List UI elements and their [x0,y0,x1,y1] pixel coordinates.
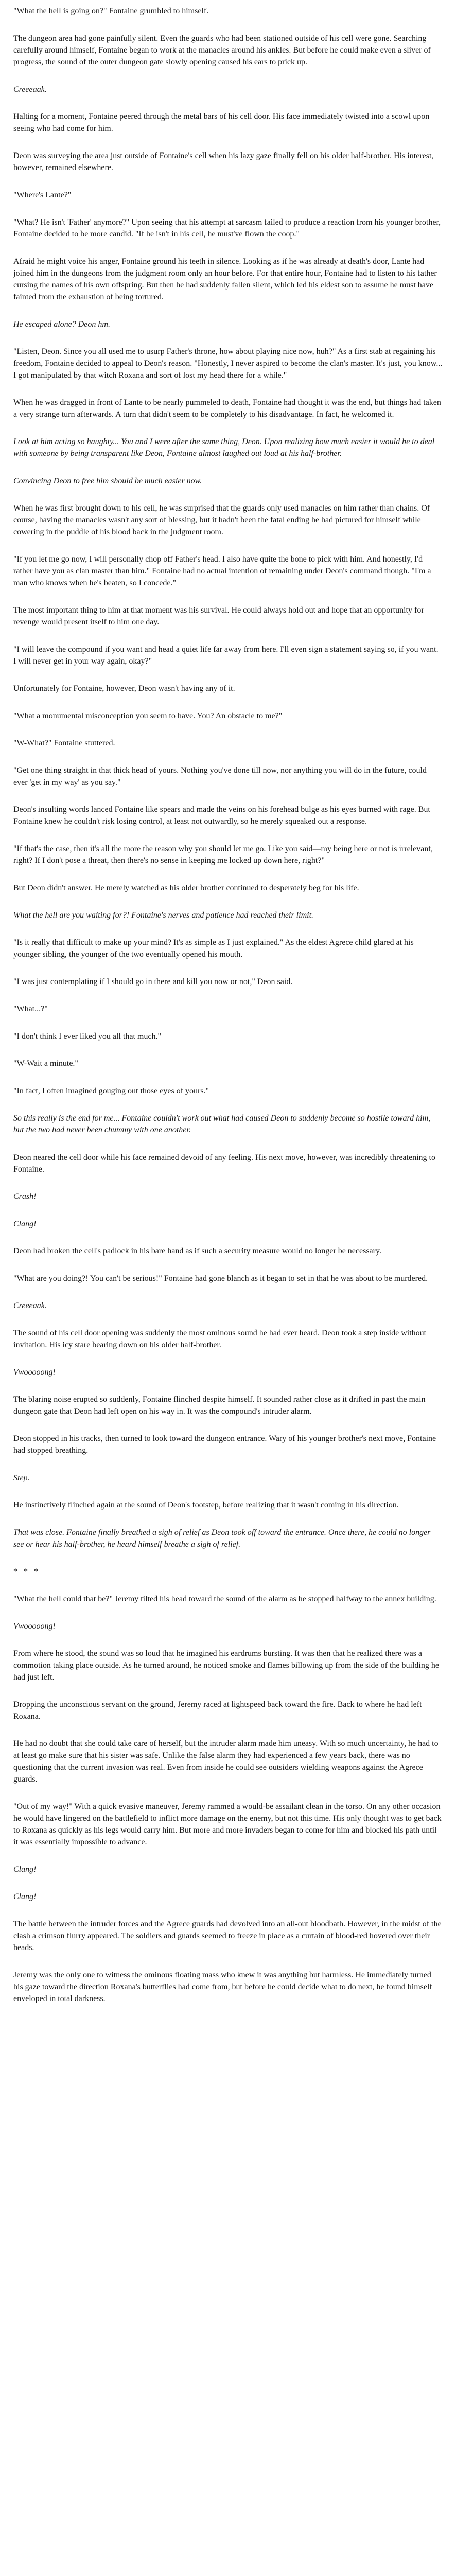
story-paragraph: Deon neared the cell door while his face remained devoid of any feeling. His next move, however, was incredibly threatening to Fontaine. [13,1153,435,1174]
story-paragraph: "In fact, I often imagined gouging out those eyes of yours." [13,1087,209,1095]
story-paragraph: "Is it really that difficult to make up your mind? It's as simple as I just explained." As the eldest Agrece child glared at his younger sibling, the younger of the two eventually opened his mouth. [13,938,414,959]
story-paragraph: Look at him acting so haughty... You and I were after the same thing, Deon. Upon realizing how much easier it would be to deal with someone by being transparent like Deon, Fontaine almost laughed out loud at his half-brother. [13,437,435,458]
story-paragraph: Clang! [13,1892,37,1901]
story-paragraph: What the hell are you waiting for?! Fontaine's nerves and patience had reached their limit. [13,911,314,920]
story-paragraph: "If that's the case, then it's all the more the reason why you should let me go. Like you said—my being here or not is irrelevant, right? If I don't pose a threat, then there's no sense in keeping me locked up down here, right?" [13,844,433,865]
story-paragraph: So this really is the end for me... Fontaine couldn't work out what had caused Deon to suddenly become so hostile toward him, but the two had never been chummy with one another. [13,1114,431,1134]
story-paragraph: "Out of my way!" With a quick evasive maneuver, Jeremy rammed a would-be assailant clean in the torso. On any other occasion he would have lingered on the battlefield to inflict more damage on the enemy, but not this time. His only thought was to get back to Roxana as quickly as his legs would carry him. But more and more invaders began to come for him and blocked his path until it was essentially impossible to advance. [13,1802,442,1846]
story-paragraph: Halting for a moment, Fontaine peered through the metal bars of his cell door. His face immediately twisted into a scowl upon seeing who had come for him. [13,112,430,133]
story-paragraph: Creeeaak. [13,85,47,94]
story-paragraph: Vwooooong! [13,1622,56,1631]
story-paragraph: "W-What?" Fontaine stuttered. [13,739,115,748]
scene-separator: * * * [13,1567,40,1576]
story-paragraph: Deon was surveying the area just outside of Fontaine's cell when his lazy gaze finally fell on his older half-brother. His interest, however, remained elsewhere. [13,151,434,172]
story-paragraph: Unfortunately for Fontaine, however, Deon wasn't having any of it. [13,684,235,693]
story-paragraph: Vwooooong! [13,1368,56,1377]
story-paragraph: "W-Wait a minute." [13,1059,78,1068]
story-paragraph: "I was just contemplating if I should go in there and kill you now or not," Deon said. [13,977,293,986]
story-paragraph: "What the hell is going on?" Fontaine grumbled to himself. [13,7,209,15]
story-paragraph: The blaring noise erupted so suddenly, Fontaine flinched despite himself. It sounded rather close as it drifted in past the main dungeon gate that Deon had left open on his way in. It was the compound's intruder alarm. [13,1395,426,1416]
story-paragraph: "What are you doing?! You can't be serious!" Fontaine had gone blanch as it began to set in that he was about to be murdered. [13,1274,428,1283]
story-paragraph: The sound of his cell door opening was suddenly the most ominous sound he had ever heard. Deon took a step inside without invitation. His icy stare bearing down on his older half-brother. [13,1329,427,1349]
story-paragraph: "Get one thing straight in that thick head of yours. Nothing you've done till now, nor anything you will do in the future, could ever 'get in my way' as you say." [13,766,427,787]
story-paragraph: Jeremy was the only one to witness the ominous floating mass who knew it was anything but harmless. He immediately turned his gaze toward the direction Roxana's butterflies had come from, but before he could decide what to do next, he found himself enveloped in total darkness. [13,1971,432,2003]
story-paragraph: Step. [13,1473,30,1482]
story-paragraph: From where he stood, the sound was so loud that he imagined his eardrums bursting. It was then that he realized there was a commotion taking place outside. As he turned around, he noticed smoke and flames billowing up from the side of the building he had just left. [13,1649,439,1682]
story-paragraph: "What the hell could that be?" Jeremy tilted his head toward the sound of the alarm as he stopped halfway to the annex building. [13,1595,436,1603]
story-paragraph: When he was first brought down to his cell, he was surprised that the guards only used manacles on him rather than chains. Of course, having the manacles wasn't any sort of blessing, but it hadn't been the fatal ending he had pictured for himself while cowering in the puddle of his blood back in the judgment room. [13,504,430,536]
story-paragraph: Creeeaak. [13,1301,47,1310]
story-paragraph: Deon stopped in his tracks, then turned to look toward the dungeon entrance. Wary of his younger brother's next move, Fontaine had stopped breathing. [13,1434,436,1455]
story-paragraph: "Where's Lante?" [13,191,72,199]
story-paragraph: Convincing Deon to free him should be much easier now. [13,477,202,485]
story-paragraph: He escaped alone? Deon hm. [13,320,110,329]
story-paragraph: "What...?" [13,1005,48,1013]
story-paragraph: "I will leave the compound if you want and head a quiet life far away from here. I'll even sign a statement saying so, if you want. I will never get in your way again, okay?" [13,645,439,666]
story-paragraph: But Deon didn't answer. He merely watched as his older brother continued to desperately beg for his life. [13,884,359,892]
story-paragraph: Crash! [13,1192,37,1201]
story-paragraph: "Listen, Deon. Since you all used me to usurp Father's throne, how about playing nice now, huh?" As a first stab at regaining his freedom, Fontaine decided to appeal to Deon's reason. "Honestly, I never aspired to become the clan's master. It's just, you know... I got manipulated by that witch Roxana and sort of lost my head there for a while." [13,347,443,380]
story-paragraph: Deon had broken the cell's padlock in his bare hand as if such a security measure would no longer be necessary. [13,1247,381,1256]
story-paragraph: Dropping the unconscious servant on the ground, Jeremy raced at lightspeed back toward the fire. Back to where he had left Roxana. [13,1700,422,1721]
story-paragraph: The most important thing to him at that moment was his survival. He could always hold out and hope that an opportunity for revenge would present itself to him one day. [13,606,424,626]
story-paragraph: Clang! [13,1219,37,1228]
story-paragraph: He instinctively flinched again at the sound of Deon's footstep, before realizing that it wasn't coming in his direction. [13,1501,399,1510]
story-paragraph: "If you let me go now, I will personally chop off Father's head. I also have quite the bone to pick with him. And honestly, I'd rather have you as clan master than him." Fontaine had no actual intention of remaining under Deon's command though. "I'm a man who knows when he's beaten, so I concede." [13,555,431,587]
story-paragraph: The battle between the intruder forces and the Agrece guards had devolved into an all-out bloodbath. However, in the midst of the clash a crimson flurry appeared. The soldiers and guards seemed to freeze in place as a curtain of blood-red hovered over their heads. [13,1920,442,1952]
story-paragraph: "What a monumental misconception you seem to have. You? An obstacle to me?" [13,711,283,720]
story-paragraph: Afraid he might voice his anger, Fontaine ground his teeth in silence. Looking as if he was already at death's door, Lante had joined him in the dungeons from the judgment room only an hour before. For that entire hour, Fontaine had to listen to his father cursing the names of his own offspring. But then he had suddenly fallen silent, which led his eldest son to assume he must have fainted from the exhaustion of being tortured. [13,257,437,301]
story-paragraph: The dungeon area had gone painfully silent. Even the guards who had been stationed outside of his cell were gone. Searching carefully around himself, Fontaine began to work at the manacles around his ankles. But before he could make even a sliver of progress, the sound of the outer dungeon gate slowly opening caused his ears to prick up. [13,34,431,66]
story-paragraph: "What? He isn't 'Father' anymore?" Upon seeing that his attempt at sarcasm failed to produce a reaction from his younger brother, Fontaine decided to be more candid. "If he isn't in his cell, he must've flown the coop." [13,218,441,239]
story-paragraph: When he was dragged in front of Lante to be nearly pummeled to death, Fontaine had thought it was the end, but things had taken a very strange turn afterwards. A turn that didn't seem to be completely to his disadvantage. In fact, he welcomed it. [13,398,441,419]
story-paragraph: He had no doubt that she could take care of herself, but the intruder alarm made him uneasy. With so much uncertainty, he had to at least go make sure that his sister was safe. Unlike the false alarm they had experienced a few years back, there was no questioning that the current invasion was real. Even from inside he could see outsiders wielding weapons against the Agrece guards. [13,1739,439,1784]
story-paragraph: That was close. Fontaine finally breathed a sigh of relief as Deon took off toward the entrance. Once there, he could no longer see or hear his half-brother, he heard himself breathe a sigh of relief. [13,1528,431,1549]
story-paragraph: Clang! [13,1865,37,1874]
story-paragraph: Deon's insulting words lanced Fontaine like spears and made the veins on his forehead bulge as his eyes burned with rage. But Fontaine knew he couldn't risk losing control, at least not outwardly, so he merely squeaked out a response. [13,805,430,826]
story-paragraph: "I don't think I ever liked you all that much." [13,1032,161,1041]
